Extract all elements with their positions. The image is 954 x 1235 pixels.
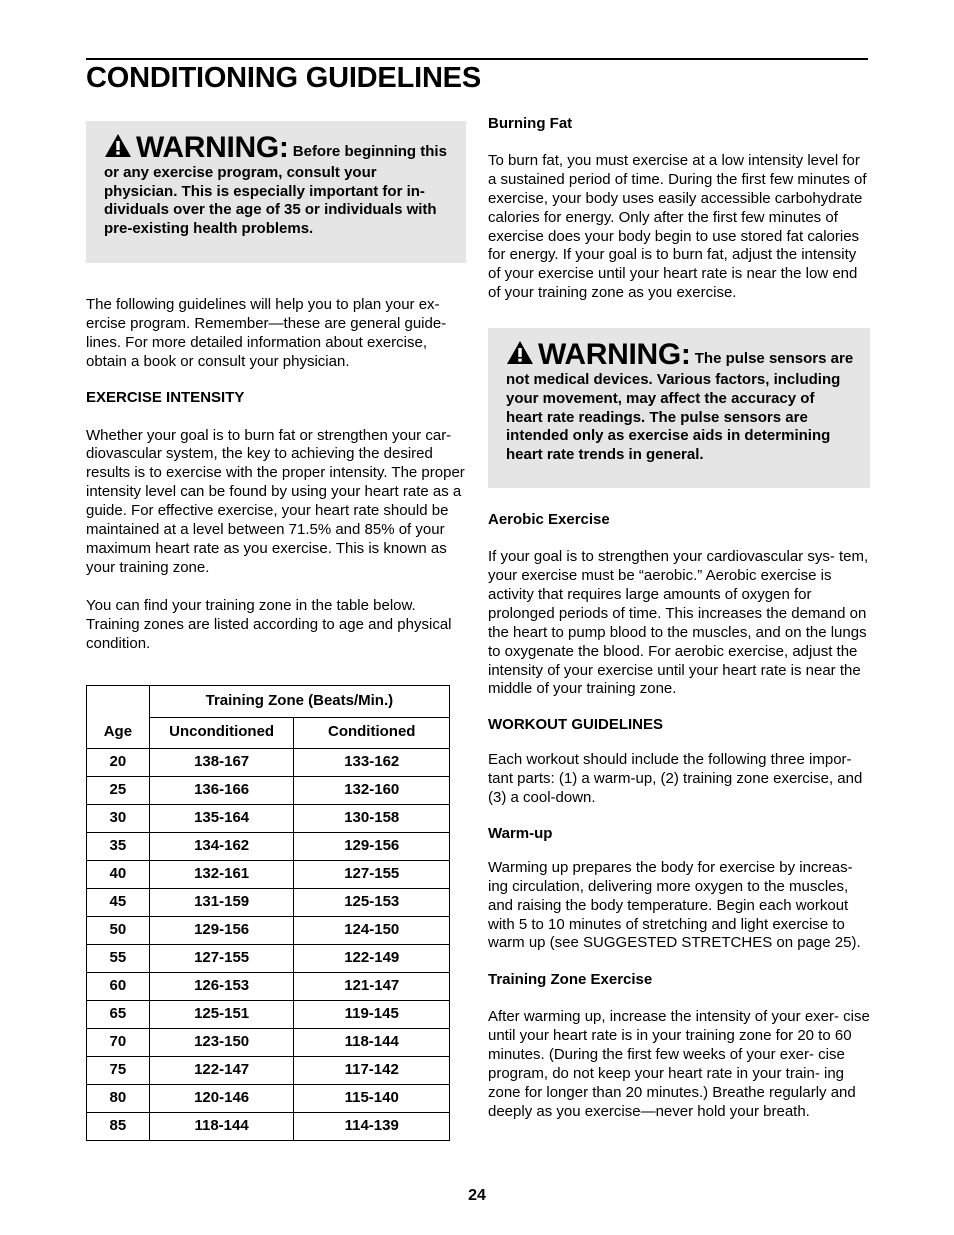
table-row [87,916,450,944]
conditioned-cell: 133-162 [294,748,450,776]
age-cell: 85 [87,1112,150,1140]
conditioned-cell: 114-139 [294,1112,450,1140]
unconditioned-cell: 138-167 [149,748,294,776]
warning-heading: WARNING: [136,131,289,164]
training-zone-table [86,685,450,1141]
unconditioned-header: Unconditioned [149,717,294,748]
unconditioned-cell: 127-155 [149,944,294,972]
warning-triangle-icon [104,133,132,164]
unconditioned-cell: 122-147 [149,1056,294,1084]
intensity-paragraph: Whether your goal is to burn fat or strengthen your car- diovascular system, the key to achieving the desired results is to exercise with the proper intensity. The proper intensity level can be found by using your heart rate as a guide. For effective exercise, your heart rate should be maintained at a level between 71.5% and 85% of your maximum heart rate as you exercise. This is known as your training zone. [86,426,465,576]
age-cell: 25 [87,776,150,804]
age-cell: 80 [87,1084,150,1112]
training-zone-paragraph: You can find your training zone in the table below. Training zones are listed according to age and physical condition. [86,596,452,652]
table-row [87,804,450,832]
warning-box-health [86,121,466,263]
unconditioned-cell: 135-164 [149,804,294,832]
conditioned-cell: 117-142 [294,1056,450,1084]
age-cell: 45 [87,888,150,916]
conditioned-cell: 115-140 [294,1084,450,1112]
unconditioned-cell: 134-162 [149,832,294,860]
age-cell: 65 [87,1000,150,1028]
table-row [87,832,450,860]
section-heading-warm-up: Warm-up [488,824,553,842]
aerobic-paragraph: If your goal is to strengthen your cardiovascular sys- tem, your exercise must be “aerobic.” Aerobic exercise is activity that requires large amounts of oxygen for prolonged periods of time. This increases the demand on the heart to pump blood to the muscles, and on the lungs to oxygenate the blood. For aerobic exercise, adjust the intensity of your exercise until your heart rate is near the middle of your training zone. [488,548,869,698]
left-column [86,121,466,1141]
header-rule [86,58,868,60]
age-cell: 75 [87,1056,150,1084]
conditioned-cell: 125-153 [294,888,450,916]
conditioned-cell: 129-156 [294,832,450,860]
workout-paragraph: Each workout should include the following three impor- tant parts: (1) a warm-up, (2) training zone exercise, and (3) a cool-down. [488,751,863,807]
table-row [87,972,450,1000]
group-header: Training Zone (Beats/Min.) [149,685,449,717]
unconditioned-cell: 129-156 [149,916,294,944]
unconditioned-cell: 125-151 [149,1000,294,1028]
warning-heading: WARNING: [538,338,691,372]
unconditioned-cell: 132-161 [149,860,294,888]
conditioned-cell: 122-149 [294,944,450,972]
table-row [87,776,450,804]
age-cell: 20 [87,748,150,776]
conditioned-header: Conditioned [294,717,450,748]
section-heading-burning-fat: Burning Fat [488,115,573,132]
warm-up-paragraph: Warming up prepares the body for exercise by increas- ing circulation, delivering more oxygen to the muscles, and raising the body temperature. Begin each workout with 5 to 10 minutes of stretching and light exercise to warm up (see SUGGESTED STRETCHES on page 25). [488,858,861,952]
table-header-row [87,685,450,717]
right-column [488,115,870,1122]
page-number: 24 [468,1187,486,1204]
age-cell: 35 [87,832,150,860]
unconditioned-cell: 118-144 [149,1112,294,1140]
conditioned-cell: 127-155 [294,860,450,888]
table-row [87,748,450,776]
table-row [87,860,450,888]
conditioned-cell: 121-147 [294,972,450,1000]
warning-text: Before beginning this or any exercise program, consult your physician. This is especially important for in- dividuals over the age of 35 or individuals with pre-existing health problems. [104,143,447,238]
age-header: Age [87,685,150,748]
table-row [87,1028,450,1056]
page-title: CONDITIONING GUIDELINES [86,62,481,94]
burning-fat-paragraph: To burn fat, you must exercise at a low intensity level for a sustained period of time. During the first few minutes of exercise, your body uses easily accessible carbohydrate calories for energy. Only after the first few minutes of exercise does your body begin to use stored fat calories for energy. If your goal is to burn fat, adjust the intensity of your exercise until your heart rate is near the low end of your training zone as you exercise. [488,151,867,302]
conditioned-cell: 119-145 [294,1000,450,1028]
table-row [87,944,450,972]
warning-triangle-icon [506,340,534,371]
table-row [87,888,450,916]
unconditioned-cell: 136-166 [149,776,294,804]
unconditioned-cell: 131-159 [149,888,294,916]
conditioned-cell: 124-150 [294,916,450,944]
section-heading-training-zone-exercise: Training Zone Exercise [488,971,653,989]
training-zone-exercise-paragraph: After warming up, increase the intensity of your exer- cise until your heart rate is in your training zone for 20 to 60 minutes. (During the first few weeks of your exer- cise program, do not keep your heart rate in your train- ing zone for longer than 20 minutes.) Breathe regularly and deeply as you exercise—never hold your breath. [488,1008,870,1120]
age-cell: 55 [87,944,150,972]
age-cell: 50 [87,916,150,944]
table-row [87,1084,450,1112]
conditioned-cell: 118-144 [294,1028,450,1056]
section-heading-workout-guidelines: WORKOUT GUIDELINES [488,716,663,734]
unconditioned-cell: 126-153 [149,972,294,1000]
conditioned-cell: 130-158 [294,804,450,832]
section-heading-exercise-intensity: EXERCISE INTENSITY [86,388,245,406]
section-heading-aerobic: Aerobic Exercise [488,511,610,529]
age-cell: 70 [87,1028,150,1056]
table-row [87,1000,450,1028]
conditioned-cell: 132-160 [294,776,450,804]
warning-text: The pulse sensors are not medical devices. Various factors, including your movement, may affect the accuracy of heart rate readings. The pulse sensors are intended only as exercise aids in determining heart rate trends in general. [506,350,854,464]
warning-box-pulse-sensors [488,328,870,488]
table-row [87,1056,450,1084]
unconditioned-cell: 120-146 [149,1084,294,1112]
age-cell: 40 [87,860,150,888]
age-cell: 30 [87,804,150,832]
intro-paragraph: The following guidelines will help you to plan your ex- ercise program. Remember—these are general guide- lines. For more detailed information about exercise, obtain a book or consult your physician. [86,296,447,370]
age-cell: 60 [87,972,150,1000]
unconditioned-cell: 123-150 [149,1028,294,1056]
table-row [87,1112,450,1140]
